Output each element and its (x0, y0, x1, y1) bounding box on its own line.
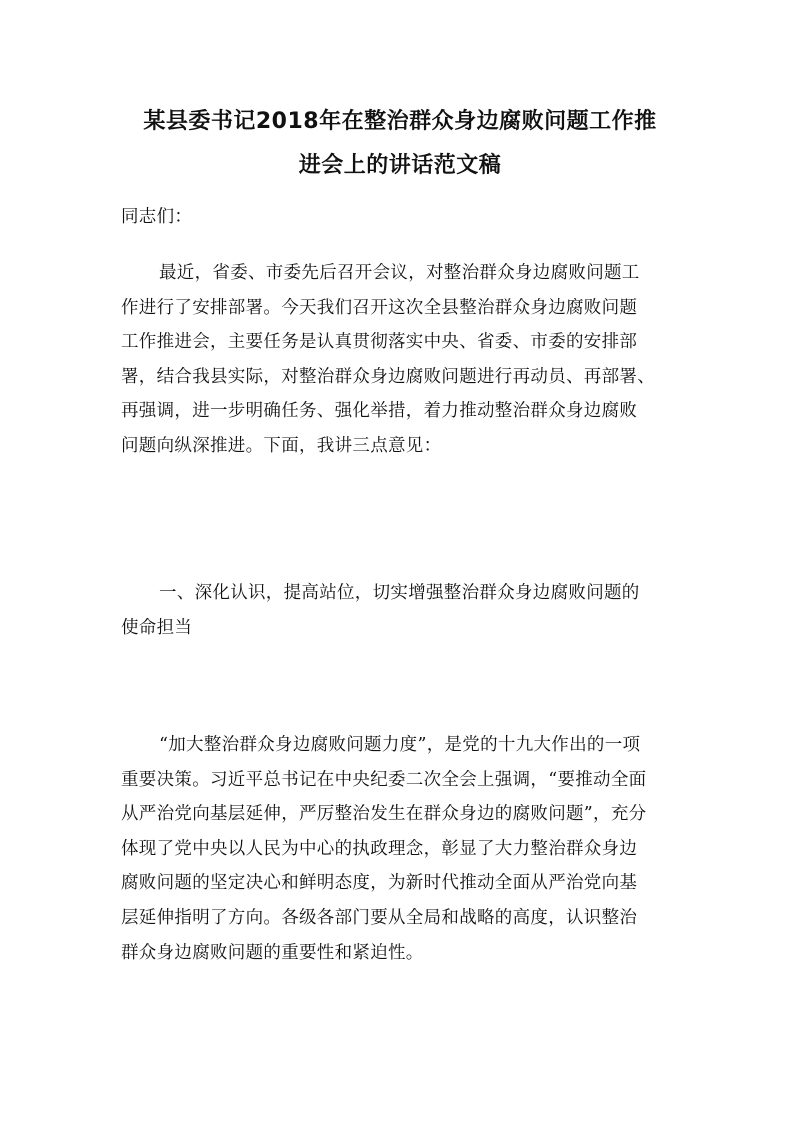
salutation (121, 200, 681, 235)
paragraph-intro (121, 256, 681, 464)
paragraph-line: “加大整治群众身边腐败问题力度”，是党的十九大作出的一项 (159, 735, 641, 755)
paragraph-line: 腐败问题的坚定决心和鲜明态度，为新时代推动全面从严治党向基 (121, 873, 638, 894)
title-line-2: 进会上的讲话范文稿 (298, 153, 502, 178)
paragraph-line: 工作推进会，主要任务是认真贯彻落实中央、省委、市委的安排部 (121, 332, 638, 353)
paragraph-line: 署，结合我县实际，对整治群众身边腐败问题进行再动员、再部署、 (121, 366, 655, 387)
paragraph-line: 问题向纵深推进。下面，我讲三点意见： (121, 435, 442, 456)
section-heading-1 (121, 576, 681, 645)
paragraph-line: 群众身边腐败问题的重要性和紧迫性。 (121, 942, 424, 963)
heading-line: 使命担当 (121, 617, 193, 638)
paragraph-line: 从严治党向基层延伸，严厉整治发生在群众身边的腐败问题”，充分 (121, 804, 647, 825)
paragraph-line: 再强调，进一步明确任务、强化举措，着力推动整治群众身边腐败 (121, 401, 638, 422)
paragraph-line: 重要决策。习近平总书记在中央纪委二次全会上强调，“要推动全面 (121, 769, 647, 790)
paragraph-line: 作进行了安排部署。今天我们召开这次全县整治群众身边腐败问题 (121, 297, 638, 318)
paragraph-line: 层延伸指明了方向。各级各部门要从全局和战略的高度，认识整治 (121, 907, 638, 928)
title-line-1: 某县委书记2018年在整治群众身边腐败问题工作推 (143, 109, 657, 134)
paragraph-line: 最近，省委、市委先后召开会议，对整治群众身边腐败问题工 (159, 263, 640, 283)
paragraph-line: 体现了党中央以人民为中心的执政理念，彰显了大力整治群众身边 (121, 838, 638, 859)
document-title (100, 100, 700, 188)
paragraph-section-1 (121, 728, 681, 970)
heading-line: 一、深化认识，提高站位，切实增强整治群众身边腐败问题的 (159, 583, 640, 603)
salutation-text: 同志们： (121, 207, 193, 227)
